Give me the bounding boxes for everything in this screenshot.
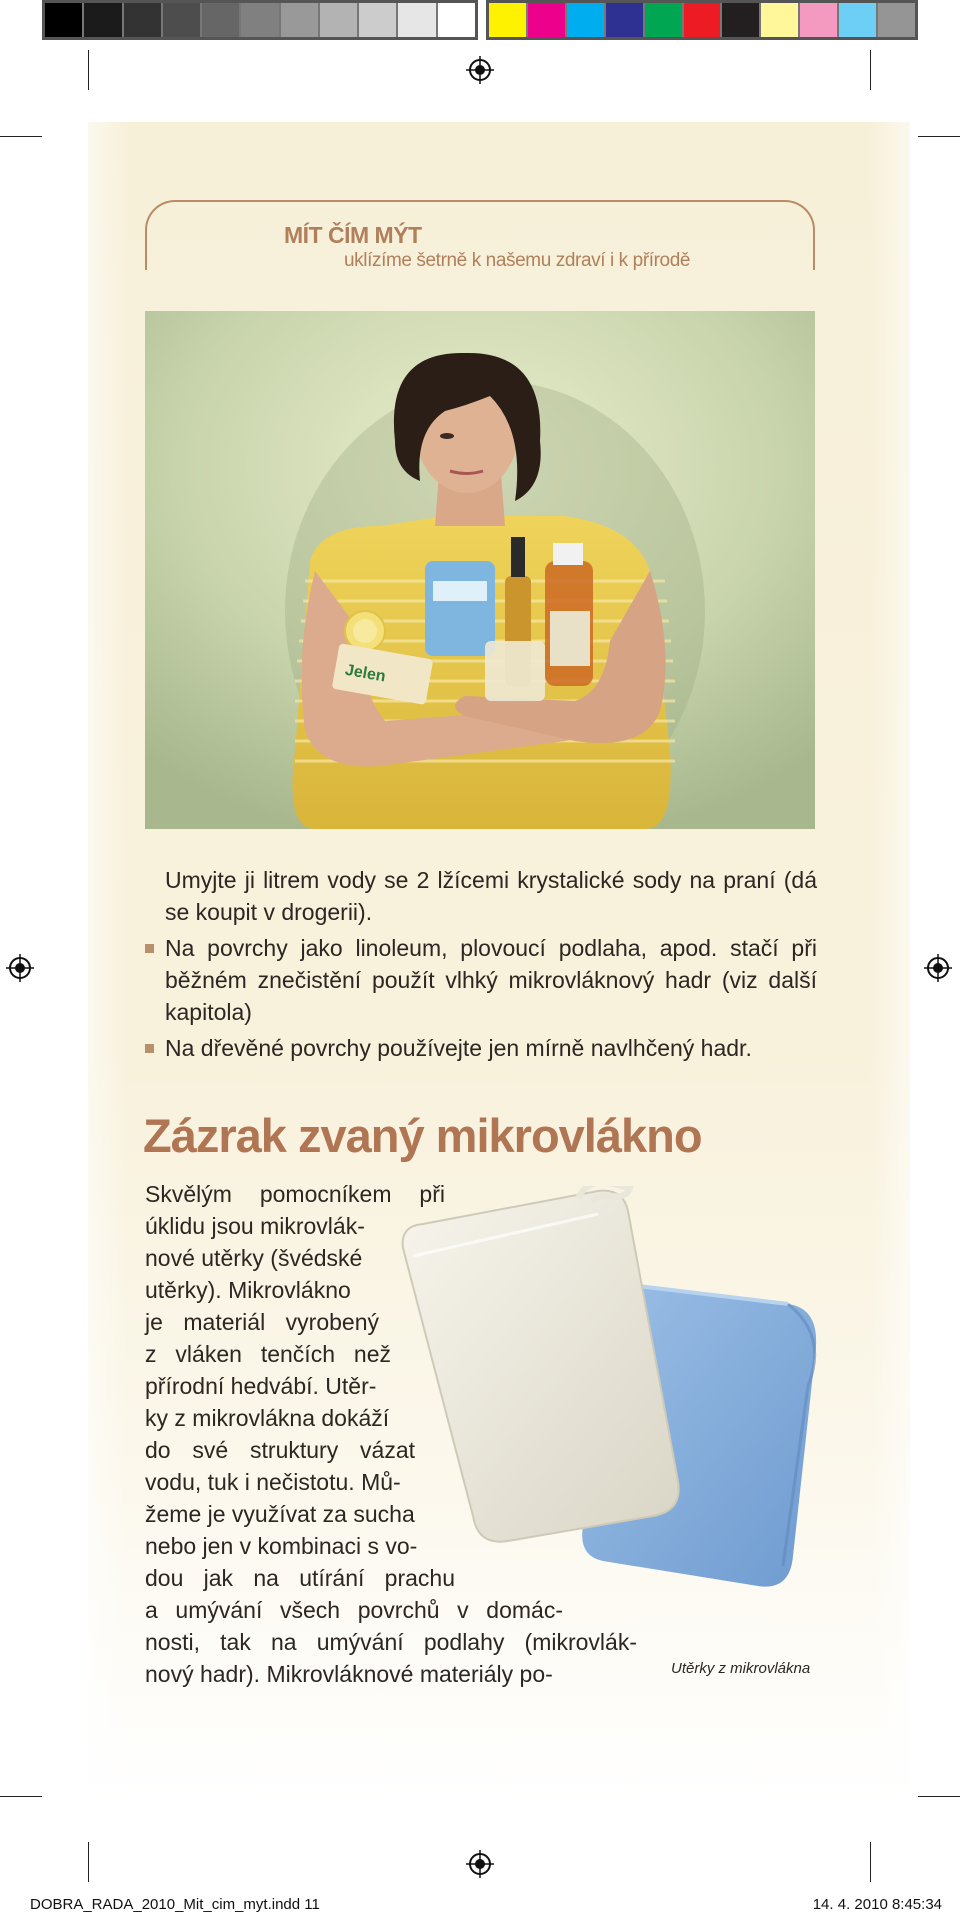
bullet-list xyxy=(145,932,817,1068)
crop-mark xyxy=(870,50,871,90)
registration-mark-icon xyxy=(6,954,34,982)
color-swatch xyxy=(839,3,878,37)
text-line: z vláken tenčích než xyxy=(145,1341,391,1367)
text-line: nosti, tak na umývání podlahy (mikrovlák- xyxy=(145,1629,637,1655)
color-swatch xyxy=(45,3,84,37)
text-line: Skvělým pomocníkem při xyxy=(145,1181,445,1207)
text-line: a umývání všech povrchů v domác- xyxy=(145,1597,563,1623)
color-swatch xyxy=(761,3,800,37)
body-paragraph: Umyjte ji litrem vody se 2 lžícemi krystalické sody na praní (dá se koupit v drogerii). xyxy=(165,867,817,925)
text-line: je materiál vyrobený xyxy=(145,1309,379,1335)
footer-filename: DOBRA_RADA_2010_Mit_cim_myt.indd 11 xyxy=(30,1896,320,1913)
color-swatch xyxy=(281,3,320,37)
color-swatch xyxy=(489,3,528,37)
color-swatch xyxy=(645,3,684,37)
text-line: nové utěrky (švédské xyxy=(145,1245,363,1271)
color-swatch xyxy=(684,3,723,37)
section-title: Zázrak zvaný mikrovlákno xyxy=(143,1109,702,1162)
crop-mark xyxy=(0,136,42,137)
page-subtitle: uklízíme šetrně k našemu zdraví i k přírodě xyxy=(344,250,691,271)
photo-illustration xyxy=(145,311,815,829)
text-line: nový hadr). Mikrovláknové materiály po- xyxy=(145,1661,553,1687)
color-swatch xyxy=(800,3,839,37)
list-item: Na povrchy jako linoleum, plovoucí podlaha, apod. stačí při běžném znečistění použít vlhký mikrovláknový hadr (viz další kapitola) xyxy=(145,932,817,1028)
color-swatch xyxy=(163,3,202,37)
crop-mark xyxy=(918,1796,960,1797)
text-line: utěrky). Mikrovlákno xyxy=(145,1277,351,1303)
bullet-square-icon xyxy=(145,1044,154,1053)
color-swatch xyxy=(202,3,241,37)
registration-mark-icon xyxy=(466,56,494,84)
crop-mark xyxy=(870,1842,871,1882)
crop-mark xyxy=(0,1796,42,1797)
crop-mark xyxy=(918,136,960,137)
color-swatch xyxy=(359,3,398,37)
text-line: úklidu jsou mikrovlák- xyxy=(145,1213,365,1239)
color-swatch xyxy=(84,3,123,37)
footer-timestamp: 14. 4. 2010 8:45:34 xyxy=(812,1896,942,1913)
text-line: žeme je využívat za sucha xyxy=(145,1501,415,1527)
text-line: nebo jen v kombinaci s vo- xyxy=(145,1533,418,1559)
process-color-bar xyxy=(486,0,918,40)
registration-mark-icon xyxy=(924,954,952,982)
color-swatch xyxy=(320,3,359,37)
image-caption: Utěrky z mikrovlákna xyxy=(671,1660,811,1677)
registration-mark-icon xyxy=(466,1850,494,1878)
crop-mark xyxy=(88,50,89,90)
color-swatch xyxy=(124,3,163,37)
text-line: ky z mikrovlákna dokáží xyxy=(145,1405,390,1431)
text-line: dou jak na utírání prachu xyxy=(145,1565,455,1591)
text-line: vodu, tuk i nečistotu. Mů- xyxy=(145,1469,401,1495)
color-swatch xyxy=(398,3,437,37)
section-body-text xyxy=(145,1178,637,1690)
color-swatch xyxy=(528,3,567,37)
color-swatch xyxy=(606,3,645,37)
text-line: do své struktury vázat xyxy=(145,1437,415,1463)
color-swatch xyxy=(438,3,475,37)
text-line: přírodní hedvábí. Utěr- xyxy=(145,1373,377,1399)
bullet-square-icon xyxy=(145,944,154,953)
svg-text:Jelen: Jelen xyxy=(343,661,387,686)
list-item: Na dřevěné povrchy používejte jen mírně navlhčený hadr. xyxy=(145,1032,817,1064)
page-title: MÍT ČÍM MÝT xyxy=(284,222,422,248)
color-swatch xyxy=(241,3,280,37)
color-swatch xyxy=(722,3,761,37)
woman-holding-cleaning-ingredients-photo xyxy=(145,311,815,829)
color-swatch xyxy=(878,3,915,37)
crop-mark xyxy=(88,1842,89,1882)
color-swatch xyxy=(567,3,606,37)
grayscale-color-bar xyxy=(42,0,478,40)
